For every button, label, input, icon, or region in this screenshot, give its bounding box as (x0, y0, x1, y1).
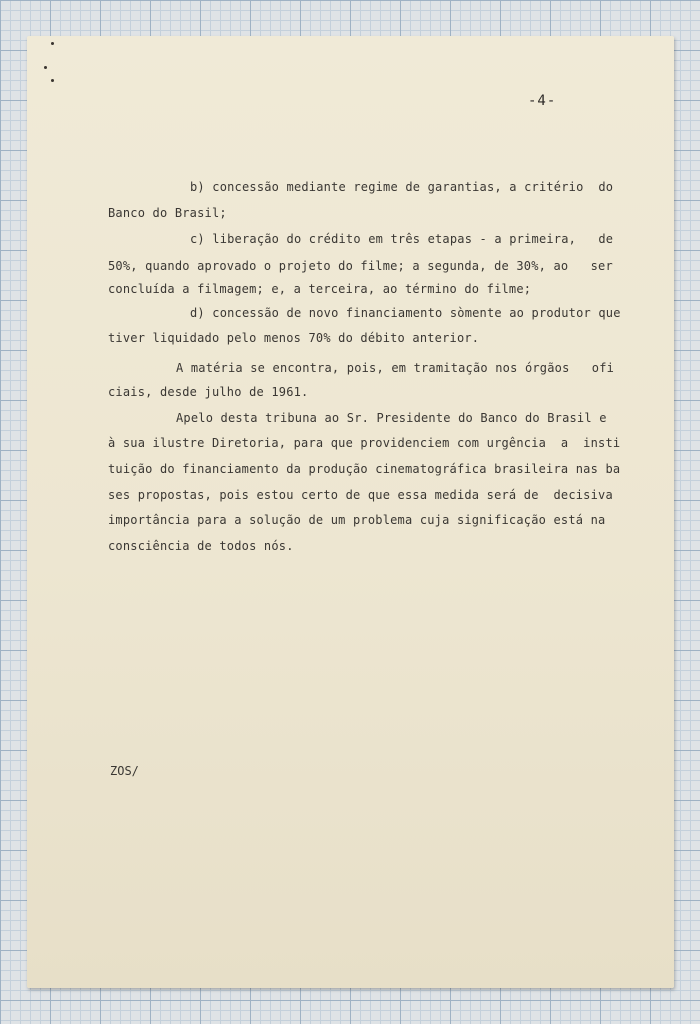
text-line: consciência de todos nós. (108, 539, 294, 553)
typist-initials: ZOS/ (110, 764, 139, 778)
punch-hole-mark (44, 66, 47, 69)
punch-hole-mark (51, 79, 54, 82)
punch-hole-mark (51, 42, 54, 45)
typewritten-page (27, 36, 674, 988)
text-line: ses propostas, pois estou certo de que essa medida será de decisiva (108, 488, 613, 502)
text-line: Banco do Brasil; (108, 206, 227, 220)
text-line: tiver liquidado pelo menos 70% do débito anterior. (108, 331, 480, 345)
text-line: A matéria se encontra, pois, em tramitação nos órgãos ofi (176, 361, 615, 375)
text-line: à sua ilustre Diretoria, para que providenciem com urgência a insti (108, 436, 621, 450)
text-line: 50%, quando aprovado o projeto do filme; a segunda, de 30%, ao ser (108, 259, 613, 273)
text-line: Apelo desta tribuna ao Sr. Presidente do Banco do Brasil e (176, 411, 607, 425)
text-line: c) liberação do crédito em três etapas - a primeira, de (190, 232, 614, 246)
text-line: concluída a filmagem; e, a terceira, ao término do filme; (108, 282, 532, 296)
text-line: b) concessão mediante regime de garantias, a critério do (190, 180, 614, 194)
page-number: -4- (528, 93, 557, 109)
text-line: tuição do financiamento da produção cinematográfica brasileira nas ba (108, 462, 621, 476)
text-line: importância para a solução de um problema cuja significação está na (108, 513, 606, 527)
text-line: ciais, desde julho de 1961. (108, 385, 309, 399)
text-line: d) concessão de novo financiamento sòmente ao produtor que (190, 306, 621, 320)
